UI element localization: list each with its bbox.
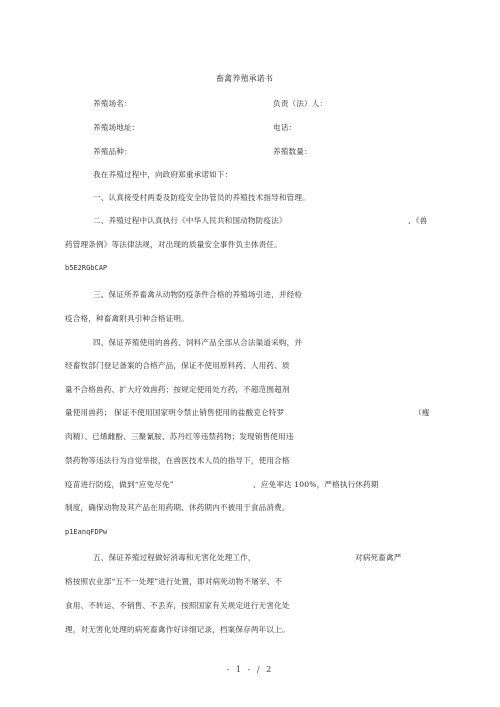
item-two-line-2: 药管理条例》等法律法规，对出现的质量安全事件负主体责任。 xyxy=(65,240,282,249)
document-code-1: b5E2RGbCAP xyxy=(65,264,108,272)
farm-address-label: 养殖场地址： xyxy=(93,123,140,132)
intro-paragraph: 我在养殖过程中，向政府郑重承诺如下： xyxy=(93,170,233,179)
item-four-line-4: 量使用兽药； 保证不使用国家明令禁止销售使用的盐酸克仑特罗 xyxy=(65,408,285,417)
quantity-label: 养殖数量： xyxy=(273,147,312,156)
document-title: 畜禽养殖承诺书 xyxy=(216,74,274,83)
phone-label: 电话： xyxy=(273,123,297,132)
item-three-line-2: 疫合格，种畜禽附具引种合格证明。 xyxy=(65,314,189,323)
item-four-line-1: 四、保证养殖使用的兽药、饲料产品全部从合法渠道采购，并 xyxy=(93,338,303,347)
item-four-line-7: 疫苗进行防疫，做到“应免尽免” xyxy=(65,480,174,489)
item-three-line-1: 三、保证所养畜禽从动物防疫条件合格的养殖场引进，并经检 xyxy=(93,290,303,299)
item-five-line-1: 五、保证养殖过程做好消毒和无害化处理工作， xyxy=(93,553,256,562)
item-one: 一、认真接受村两委及防疫安全协管员的养殖技术指导和管理。 xyxy=(93,193,310,202)
item-four-line-7-tail: 、应免率达 100%，严格执行休药期 xyxy=(253,480,379,489)
item-four-line-6: 禁药物等违法行为自觉举报，在兽医技术人员的指导下，使用合格 xyxy=(65,456,290,465)
page-number: - 1 - / 2 xyxy=(226,665,274,674)
farm-name-label: 养殖场名： xyxy=(93,99,132,108)
item-five-line-1-tail: 对病死畜禽严 xyxy=(355,553,402,562)
document-code-2: p1EanqFDPw xyxy=(65,528,108,536)
item-five-line-3: 食用、不转运、不销售、不丢弃，按照国家有关规定进行无害化处 xyxy=(65,601,290,610)
item-four-line-8: 制度，确保动物及其产品在用药期、休药期内不被用于食品消费。 xyxy=(65,503,290,512)
item-two-line-1: 二、养殖过程中认真执行《中华人民共和国动物防疫法》 xyxy=(93,216,287,225)
item-four-line-2: 经畜牧部门登记备案的合格产品，保证不使用原料药、人用药、质 xyxy=(65,361,290,370)
item-two-line-1-tail: 、《兽 xyxy=(408,216,428,225)
item-five-line-4: 理，对无害化处理的病死畜禽作好详细记录，档案保存两年以上。 xyxy=(65,625,290,634)
item-five-line-2: 格按照农业部“五不一处理”进行处置，即对病死动物不屠宰、不 xyxy=(65,577,283,586)
item-four-line-4-tail: （瘦 xyxy=(414,408,430,417)
item-four-line-5: 肉精）、已烯雌酚、三聚氰胺、苏丹红等违禁药物；发现销售使用违 xyxy=(65,432,294,441)
responsible-person-label: 负责（法）人： xyxy=(273,99,328,108)
species-label: 养殖品种： xyxy=(93,147,132,156)
item-four-line-3: 量不合格兽药、扩大疗效兽药；按规定使用处方药，不超范围超剂 xyxy=(65,385,290,394)
